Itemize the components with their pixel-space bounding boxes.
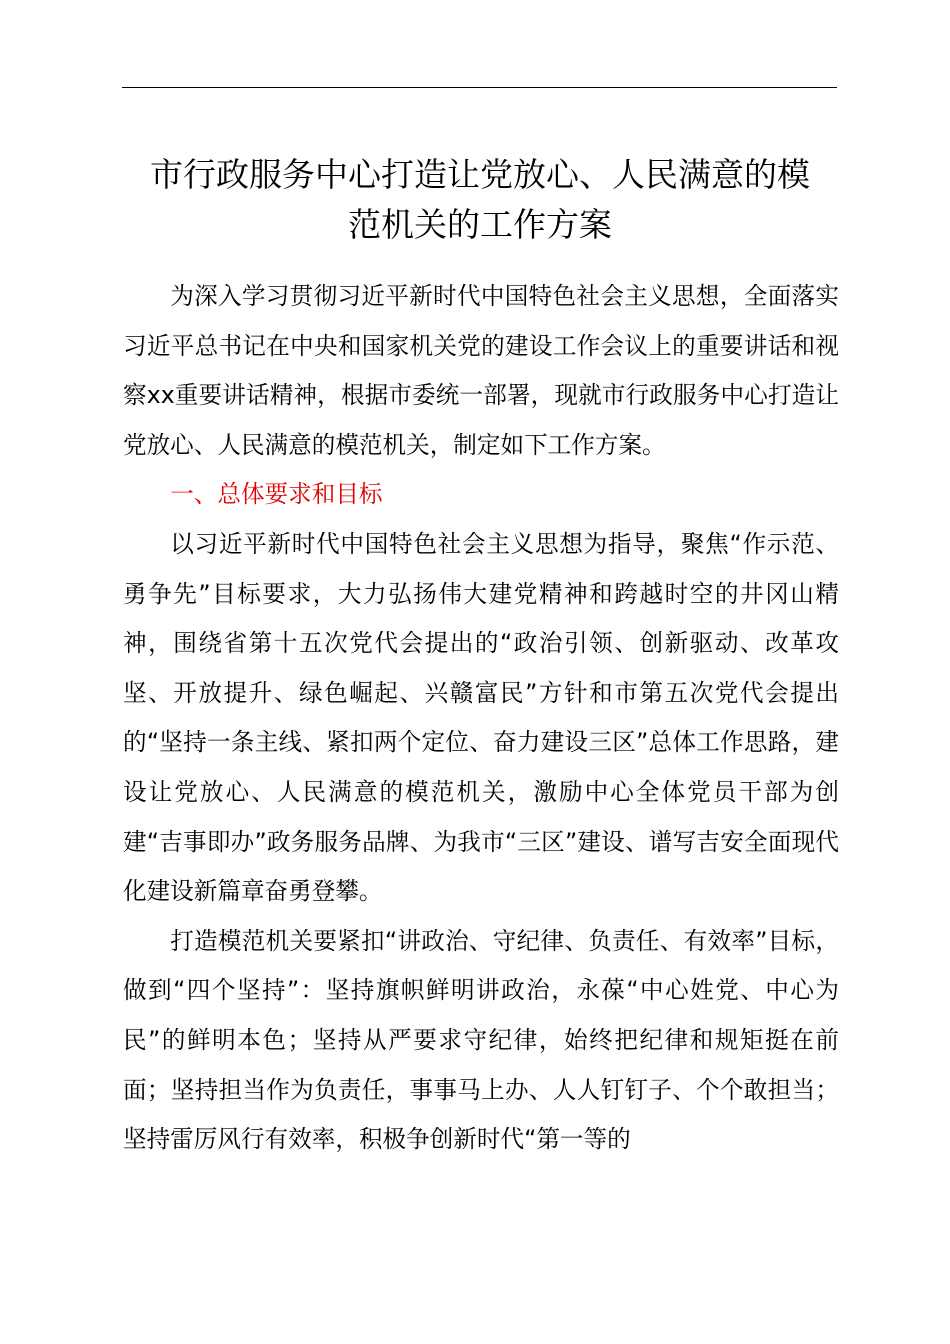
body-paragraph: 以习近平新时代中国特色社会主义思想为指导，聚焦“作示范、勇争先”目标要求，大力弘扬伟大建党精神和跨越时空的井冈山精神，围绕省第十五次党代会提出的“政治引领、创新驱动、改革攻坚、开放提升、绿色崛起、兴赣富民”方针和市第五次党代会提出的“坚持一条主线、紧扣两个定位、奋力建设三区”总体工作思路，建设让党放心、人民满意的模范机关，激励中心全体党员干部为创建“吉事即办”政务服务品牌、为我市“三区”建设、谱写吉安全面现代化建设新篇章奋勇登攀。: [123, 529, 839, 906]
body-paragraph: 打造模范机关要紧扣“讲政治、守纪律、负责任、有效率”目标，做到“四个坚持”：坚持旗帜鲜明讲政治，永葆“中心姓党、中心为民”的鲜明本色；坚持从严要求守纪律，始终把纪律和规矩挺在前面；坚持担当作为负责任，事事马上办、人人钉钉子、个个敢担当；坚持雷厉风行有效率，积极争创新时代“第一等的: [123, 926, 839, 1154]
title-line-2: 范机关的工作方案: [348, 205, 612, 244]
intro-paragraph: 为深入学习贯彻习近平新时代中国特色社会主义思想，全面落实习近平总书记在中央和国家机关党的建设工作会议上的重要讲话和视察xx重要讲话精神，根据市委统一部署，现就市行政服务中心打造让党放心、人民满意的模范机关，制定如下工作方案。: [123, 282, 839, 459]
header-rule: [122, 87, 837, 88]
section-heading: 一、总体要求和目标: [170, 480, 383, 509]
document-body: [123, 272, 839, 1165]
title-line-1: 市行政服务中心打造让党放心、人民满意的模: [150, 155, 810, 194]
document-title: [100, 150, 860, 250]
